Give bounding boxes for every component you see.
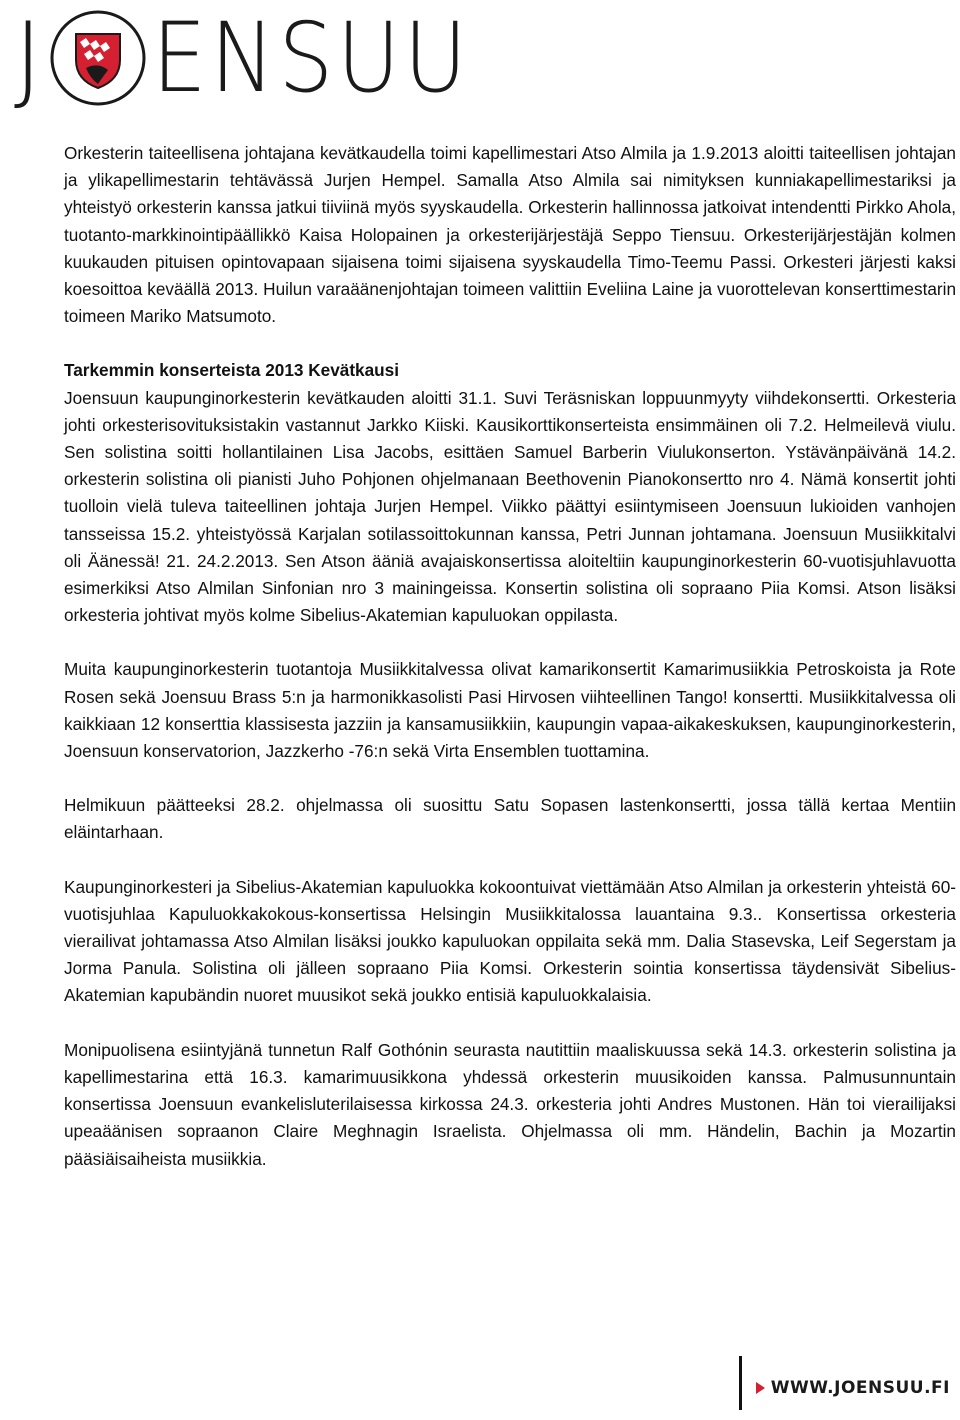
- section-paragraph: Helmikuun päätteeksi 28.2. ohjelmassa oli suosittu Satu Sopasen lastenkonsertti, jossa tällä kertaa Mentiin eläintarhaan.: [64, 795, 956, 843]
- website-link[interactable]: WWW.JOENSUU.FI: [770, 1378, 950, 1398]
- section-paragraph: Monipuolisena esiintyjänä tunnetun Ralf Gothónin seurasta nautittiin maaliskuussa sekä 14.3. orkesterin solistina ja kapellimestarina että 16.3. kamarimuusikkona yhdessä orkesterin muusikoiden kanssa. Palmusunnuntain konsertissa Joensuun evankelisluterilaisessa kirkossa 24.3. orkesteria johti Andres Mustonen. Hän toi vierailijaksi upeaäänisen sopraanon Claire Meghnagin Israelista. Ohjelmassa oli mm. Händelin, Bachin ja Mozartin pääsiäisaiheista musiikkia.: [64, 1039, 956, 1169]
- section-heading: Tarkemmin konserteista 2013 Kevätkausi: [64, 360, 400, 381]
- joensuu-logo: [14, 2, 506, 114]
- intro-paragraph: Orkesterin taiteellisena johtajana kevätkaudella toimi kapellimestari Atso Almila ja 1.9.2013 aloitti taiteellisen johtajan ja ylikapellimestarin tehtävässä Jurjen Hempel. Samalla Atso Almila sai nimityksen kunniakapellimestariksi ja yhteistyö orkesterin kanssa jatkui tiiviinä myös syyskaudella. Orkesterin hallinnossa jatkoivat intendentti Pirkko Ahola, tuotanto-markkinointipäällikkö Kaisa Holopainen ja orkesterijärjestäjä Seppo Tiensuu. Orkesterijärjestäjän kolmen kuukauden pituisen opintovapaan sijaisena toimi sijaisena syyskaudella Timo-Teemu Passi. Orkesteri järjesti kaksi koesoittoa keväällä 2013. Huilun varaäänenjohtajan toimeen valittiin Eveliina Laine ja vuorottelevan konserttimestarin toimeen Mariko Matsumoto.: [64, 143, 956, 327]
- joensuu-coat-of-arms-icon: [48, 8, 148, 108]
- section-paragraph: Muita kaupunginorkesterin tuotantoja Musiikkitalvessa olivat kamarikonsertit Kamarimusiikkia Petroskoista ja Rote Rosen sekä Joensuu Brass 5:n ja harmonikkasolisti Pasi Hirvosen viihteellinen Tango! konsertti. Musiikkitalvessa oli kaikkiaan 12 konserttia klassisesta jazziin ja kansamusiikkiin, kaupungin vapaa-aikakeskuksen, kaupunginorkesterin, Joensuun konservatorion, Jazzkerho -76:n sekä Virta Ensemblen tuottamina.: [64, 659, 956, 762]
- document-body: [64, 140, 956, 1200]
- arrow-right-icon: [756, 1382, 765, 1394]
- logo-letter-j: J: [14, 2, 45, 114]
- section-body: [64, 385, 956, 1173]
- section-paragraph: Joensuun kaupunginorkesterin kevätkauden aloitti 31.1. Suvi Teräsniskan loppuunmyyty viihdekonsertti. Orkesteria johti orkesterisovituksistakin vastannut Jarkko Kiiski. Kausikorttikonserteista ensimmäinen oli 7.2. Helmeilevä viulu. Sen solistina soitti hollantilainen Lisa Jacobs, esittäen Samuel Barberin Viulukonserton. Ystävänpäivänä 14.2. orkesterin solistina oli pianisti Juho Pohjonen ohjelmanaan Beethovenin Pianokonsertto nro 4. Nämä konsertit johti tuolloin vielä tuleva taiteellinen johtaja Jurjen Hempel. Viikko päättyi esiintymiseen Joensuun lukioiden vanhojen tansseissa 15.2. yhteistyössä Karjalan sotilassoittokunnan kanssa, Petri Junnan johtamana. Joensuun Musiikkitalvi oli Äänessä! 21. 24.2.2013. Sen Atson ääniä avajaiskonsertissa aloiteltiin kaupunginorkesterin 60-vuotisjuhlavuotta esimerkiksi Atso Almilan Sinfonian nro 3 mainingeissa. Konsertin solistina oli sopraano Piia Komsi. Atson lisäksi orkesteria johtivat myös kolme Sibelius-Akatemian kapuluokan oppilasta.: [64, 387, 956, 626]
- logo-wordmark: ENSUU: [152, 2, 471, 114]
- footer-divider: [739, 1356, 742, 1410]
- footer-url-block: [739, 1356, 950, 1410]
- section-paragraph: Kaupunginorkesteri ja Sibelius-Akatemian kapuluokka kokoontuivat viettämään Atso Almilan ja orkesterin yhteistä 60-vuotisjuhlaa Kapuluokkakokous-konsertissa Helsingin Musiikkitalossa lauantaina 9.3.. Konsertissa orkesteria vierailivat johtamassa Atso Almilan lisäksi joukko kapuluokan oppilaita sekä mm. Dalia Stasevska, Leif Segerstam ja Jorma Panula. Solistina oli jälleen sopraano Piia Komsi. Orkesterin sointia konsertissa täydensivät Sibelius-Akatemian kapubändin nuoret muusikot sekä joukko entisiä kapuluokkalaisia.: [64, 876, 956, 1006]
